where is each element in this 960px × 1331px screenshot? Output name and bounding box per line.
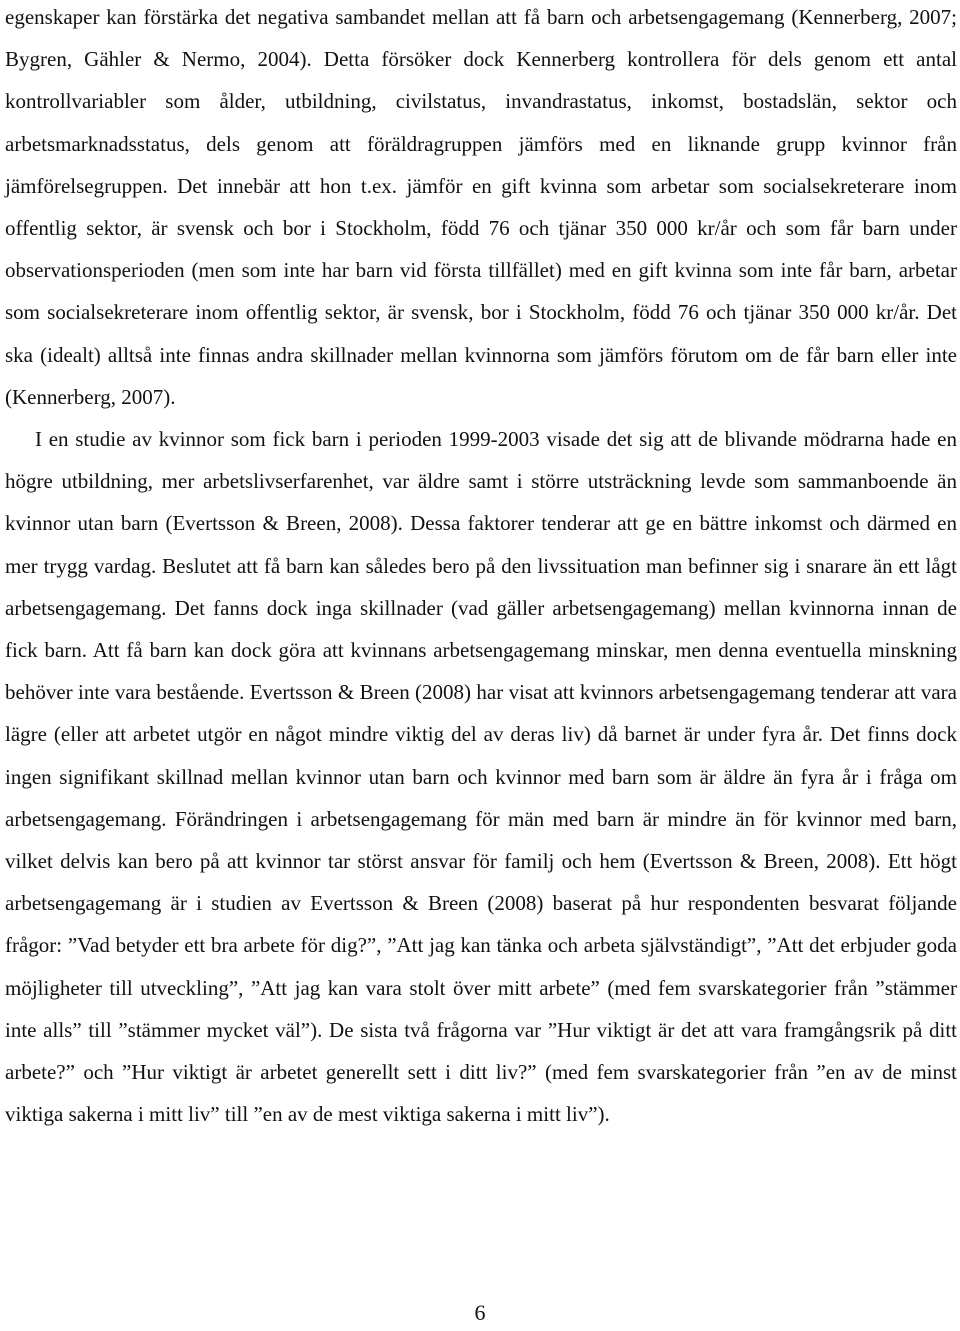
body-text xyxy=(5,0,957,1135)
page-number: 6 xyxy=(474,1300,486,1325)
paragraph-study: I en studie av kvinnor som fick barn i perioden 1999-2003 visade det sig att de blivande mödrarna hade en högre utbildning, mer arbetslivserfarenhet, var äldre samt i större utsträckning levde som sammanboende än kvinnor utan barn (Evertsson & Breen, 2008). Dessa faktorer tenderar att ge en bättre inkomst och därmed en mer trygg vardag. Beslutet att få barn kan således bero på den livssituation man befinner sig i snarare än ett lågt arbetsengagemang. Det fanns dock inga skillnader (vad gäller arbetsengagemang) mellan kvinnorna innan de fick barn. Att få barn kan dock göra att kvinnans arbetsengagemang minskar, men denna eventuella minskning behöver inte vara bestående. Evertsson & Breen (2008) har visat att kvinnors arbetsengagemang tenderar att vara lägre (eller att arbetet utgör en något mindre viktig del av deras liv) då barnet är under fyra år. Det finns dock ingen signifikant skillnad mellan kvinnor utan barn och kvinnor med barn som är äldre än fyra år i fråga om arbetsengagemang. Förändringen i arbetsengagemang för män med barn är mindre än för kvinnor med barn, vilket delvis kan bero på att kvinnor tar störst ansvar för familj och hem (Evertsson & Breen, 2008). Ett högt arbetsengagemang är i studien av Evertsson & Breen (2008) baserat på hur respondenten besvarat följande frågor: ”Vad betyder ett bra arbete för dig?”, ”Att jag kan tänka och arbeta självständigt”, ”Att det erbjuder goda möjligheter till utveckling”, ”Att jag kan vara stolt över mitt arbete” (med fem svarskategorier från ”stämmer inte alls” till ”stämmer mycket väl”). De sista två frågorna var ”Hur viktigt är det att vara framgångsrik på ditt arbete?” och ”Hur viktigt är arbetet generellt sett i ditt liv?” (med fem svarskategorier från ”en av de minst viktiga sakerna i mitt liv” till ”en av de mest viktiga sakerna i mitt liv”). xyxy=(5,427,957,1127)
paragraph-continuation: egenskaper kan förstärka det negativa sambandet mellan att få barn och arbetsengagemang (Kennerberg, 2007; Bygren, Gähler & Nermo, 2004). Detta försöker dock Kennerberg kontrollera för dels genom ett antal kontrollvariabler som ålder, utbildning, civilstatus, invandrastatus, inkomst, bostadslän, sektor och arbetsmarknadsstatus, dels genom att föräldragruppen jämförs med en liknande grupp kvinnor från jämförelsegruppen. Det innebär att hon t.ex. jämför en gift kvinna som arbetar som socialsekreterare inom offentlig sektor, är svensk och bor i Stockholm, född 76 och tjänar 350 000 kr/år och som får barn under observationsperioden (men som inte har barn vid första tillfället) med en gift kvinna som inte får barn, arbetar som socialsekreterare inom offentlig sektor, är svensk, bor i Stockholm, född 76 och tjänar 350 000 kr/år. Det ska (idealt) alltså inte finnas andra skillnader mellan kvinnorna som jämförs förutom om de får barn eller inte (Kennerberg, 2007). xyxy=(5,5,957,409)
